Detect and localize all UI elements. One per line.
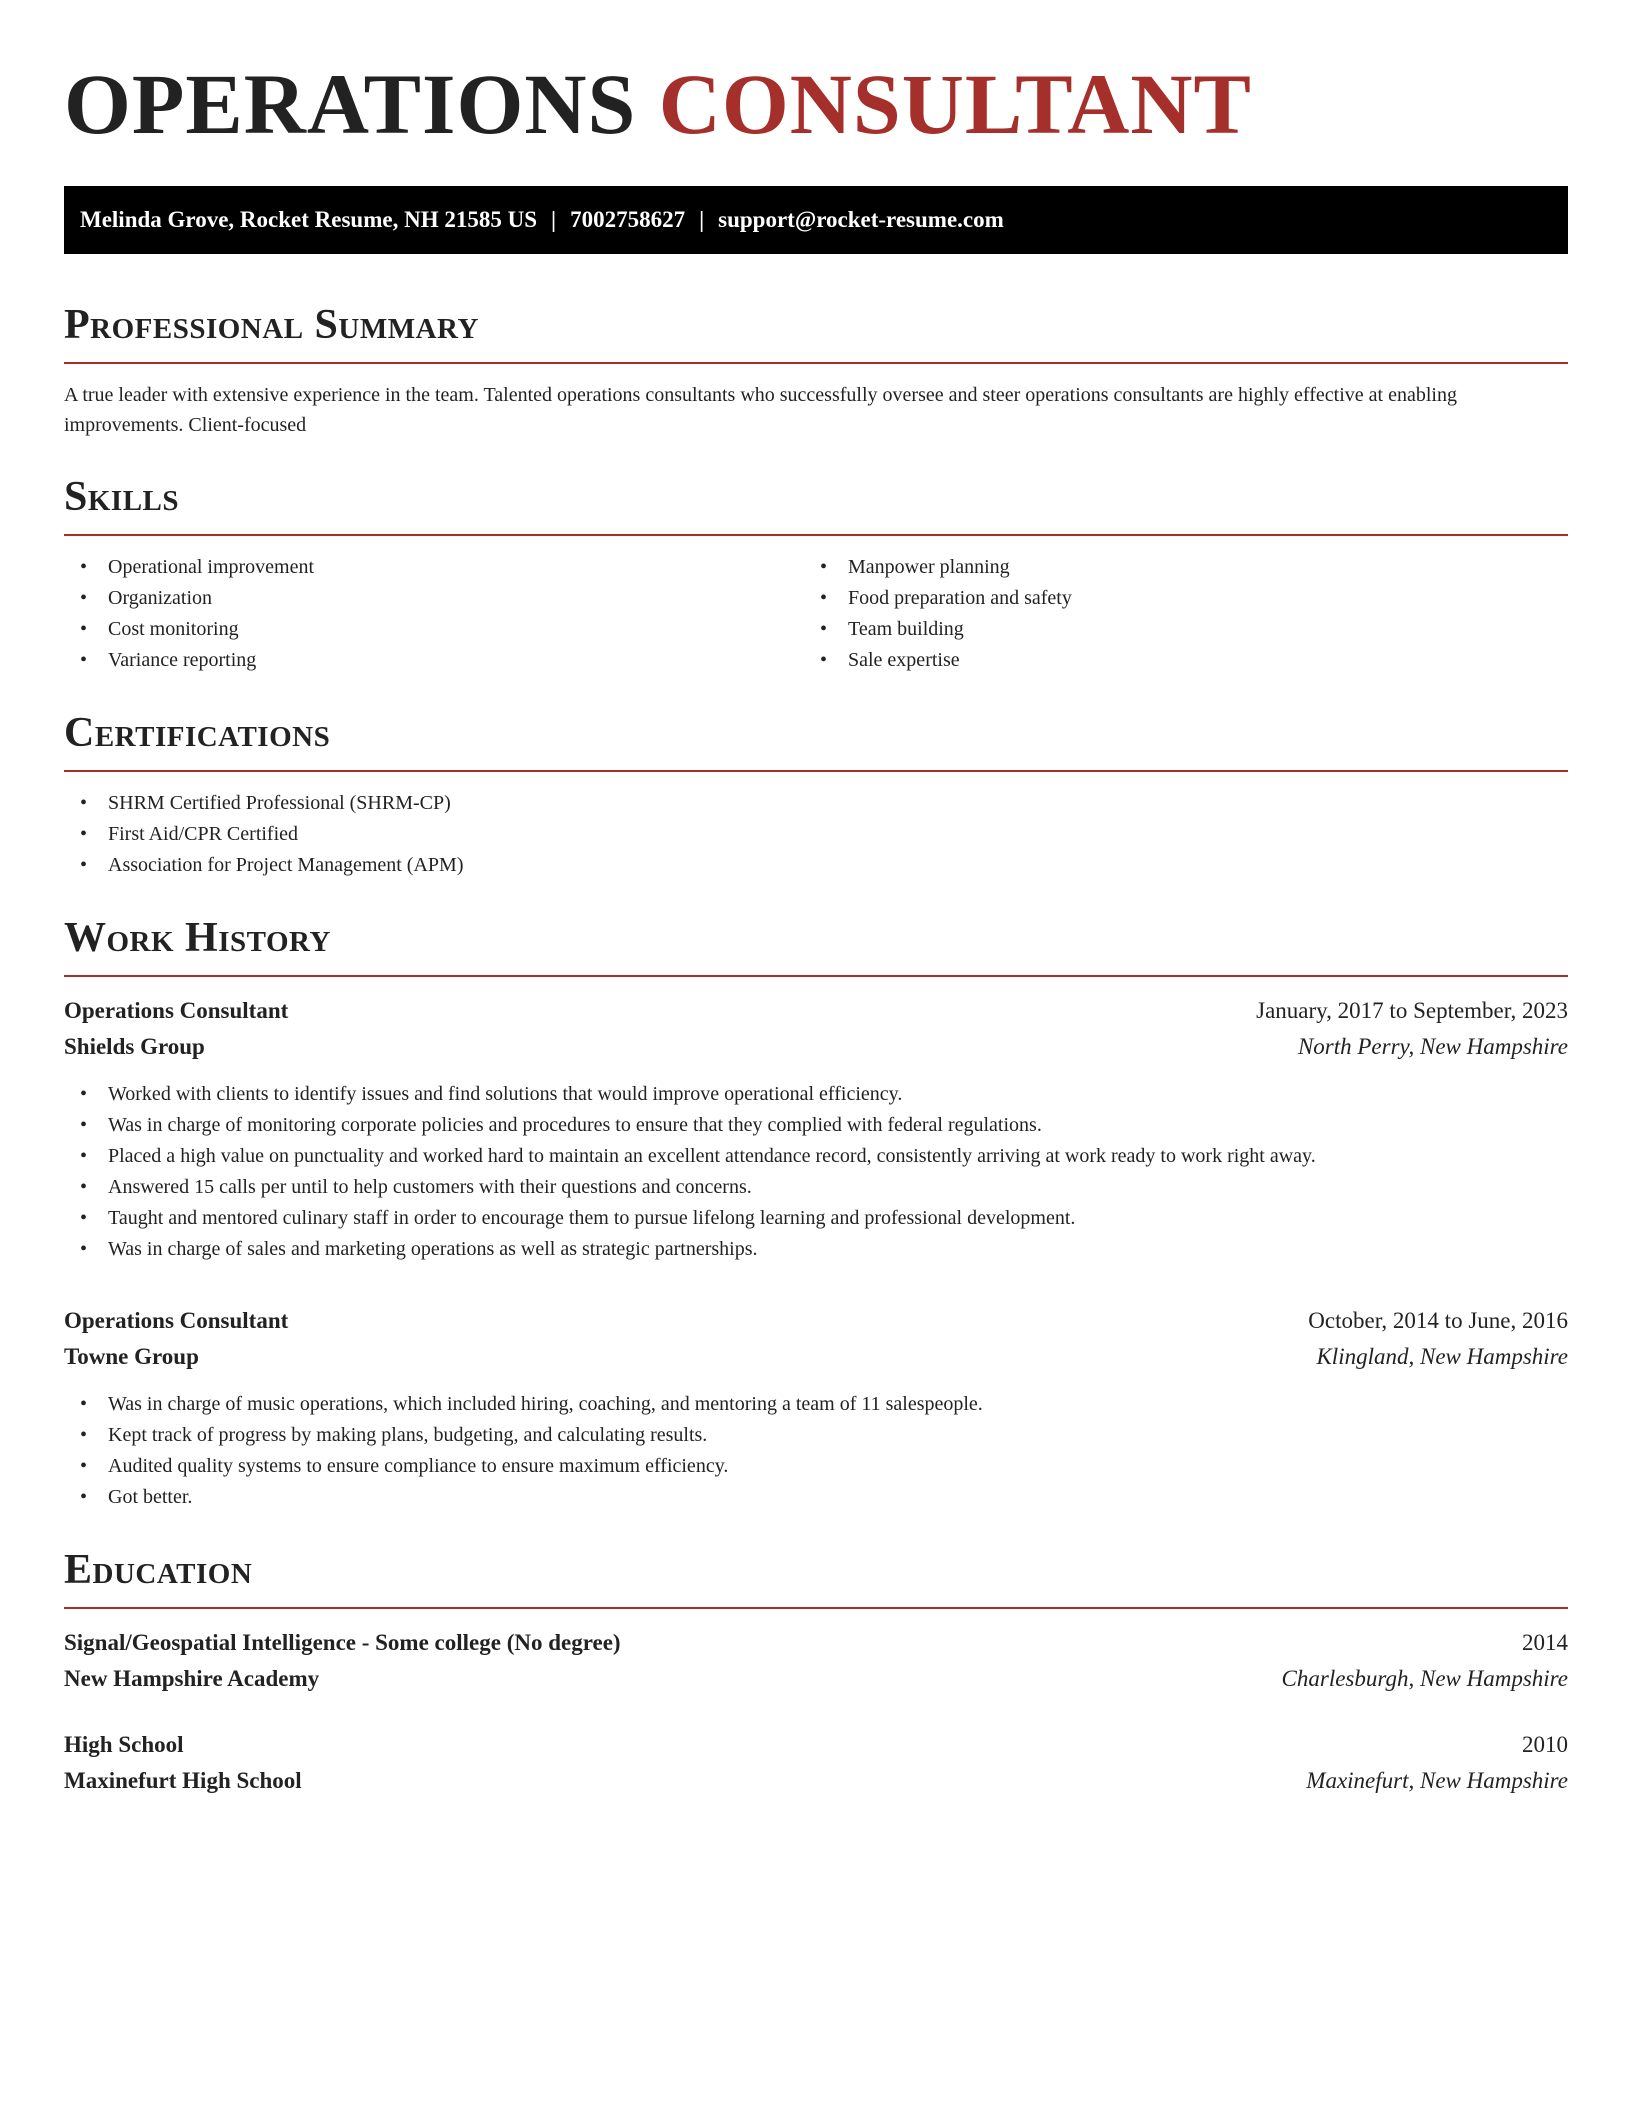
- job-bullet: • Answered 15 calls per until to help customers with their questions and concerns.: [64, 1172, 1568, 1203]
- section-divider: [64, 1607, 1568, 1609]
- work-history-heading: Work History: [64, 915, 331, 961]
- education-entry: [64, 1727, 1568, 1799]
- summary-heading: Professional Summary: [64, 302, 479, 348]
- skill-item: • Operational improvement: [64, 552, 804, 583]
- job-dates: October, 2014 to June, 2016: [1308, 1308, 1568, 1333]
- certification-item: • First Aid/CPR Certified: [64, 819, 1568, 850]
- job-bullet: • Was in charge of sales and marketing operations as well as strategic partnerships.: [64, 1234, 1568, 1265]
- job-bullet: • Audited quality systems to ensure compliance to ensure maximum efficiency.: [64, 1451, 1568, 1482]
- job-bullet: • Was in charge of monitoring corporate policies and procedures to ensure that they complied with federal regulations.: [64, 1110, 1568, 1141]
- contact-bar: [64, 186, 1568, 254]
- skills-grid: [64, 552, 1568, 676]
- skills-heading: Skills: [64, 474, 180, 520]
- skills-section: [64, 472, 1568, 676]
- skill-item: • Variance reporting: [64, 645, 804, 676]
- job-bullet: • Taught and mentored culinary staff in order to encourage them to pursue lifelong learning and professional development.: [64, 1203, 1568, 1234]
- skill-item: • Team building: [804, 614, 1544, 645]
- education-school: New Hampshire Academy: [64, 1666, 320, 1691]
- education-year: 2014: [1522, 1630, 1568, 1655]
- contact-phone: 7002758627: [570, 207, 686, 232]
- skill-item: • Food preparation and safety: [804, 583, 1544, 614]
- education-location: Maxinefurt, New Hampshire: [1306, 1768, 1568, 1793]
- job-entry: [64, 1303, 1568, 1513]
- skill-item: • Cost monitoring: [64, 614, 804, 645]
- section-divider: [64, 770, 1568, 772]
- job-dates: January, 2017 to September, 2023: [1256, 998, 1568, 1023]
- education-degree: Signal/Geospatial Intelligence - Some college (No degree): [64, 1630, 621, 1655]
- job-bullet: • Was in charge of music operations, which included hiring, coaching, and mentoring a team of 11 salespeople.: [64, 1389, 1568, 1420]
- title-part-2: CONSULTANT: [658, 56, 1252, 152]
- education-heading: Education: [64, 1547, 253, 1593]
- job-location: North Perry, New Hampshire: [1297, 1034, 1568, 1059]
- skill-item: • Manpower planning: [804, 552, 1544, 583]
- job-title: Operations Consultant: [64, 1308, 289, 1333]
- education-location: Charlesburgh, New Hampshire: [1281, 1666, 1568, 1691]
- certification-item: • Association for Project Management (APM): [64, 850, 1568, 881]
- section-divider: [64, 975, 1568, 977]
- work-history-section: [64, 913, 1568, 1513]
- education-degree: High School: [64, 1732, 184, 1757]
- job-title: Operations Consultant: [64, 998, 289, 1023]
- education-year: 2010: [1522, 1732, 1568, 1757]
- skill-item: • Organization: [64, 583, 804, 614]
- section-divider: [64, 534, 1568, 536]
- contact-separator: |: [699, 207, 705, 232]
- certification-item: • SHRM Certified Professional (SHRM-CP): [64, 788, 1568, 819]
- summary-text: A true leader with extensive experience in the team. Talented operations consultants who successfully oversee and steer operations consultants are highly effective at enabling improvements. Client-focused: [64, 384, 1457, 436]
- job-bullet: • Kept track of progress by making plans, budgeting, and calculating results.: [64, 1420, 1568, 1451]
- education-school: Maxinefurt High School: [64, 1768, 302, 1793]
- contact-email: support@rocket-resume.com: [718, 207, 1004, 232]
- contact-separator: |: [550, 207, 557, 232]
- summary-section: [64, 300, 1568, 440]
- job-bullet: • Placed a high value on punctuality and worked hard to maintain an excellent attendance record, consistently arriving at work ready to work right away.: [64, 1141, 1568, 1172]
- education-section: [64, 1545, 1568, 1799]
- skills-column-right: [804, 552, 1544, 676]
- job-bullet: • Worked with clients to identify issues and find solutions that would improve operational efficiency.: [64, 1079, 1568, 1110]
- job-location: Klingland, New Hampshire: [1316, 1344, 1568, 1369]
- page-title: [64, 56, 1568, 152]
- contact-address: Melinda Grove, Rocket Resume, NH 21585 US: [80, 207, 537, 232]
- job-company: Towne Group: [64, 1344, 199, 1369]
- job-entry: [64, 993, 1568, 1265]
- job-bullet: • Got better.: [64, 1482, 1568, 1513]
- skills-column-left: [64, 552, 804, 676]
- certifications-heading: Certifications: [64, 710, 331, 756]
- certifications-section: [64, 708, 1568, 881]
- title-part-1: OPERATIONS: [64, 56, 637, 152]
- section-divider: [64, 362, 1568, 364]
- skill-item: • Sale expertise: [804, 645, 1544, 676]
- job-company: Shields Group: [64, 1034, 205, 1059]
- education-entry: [64, 1625, 1568, 1697]
